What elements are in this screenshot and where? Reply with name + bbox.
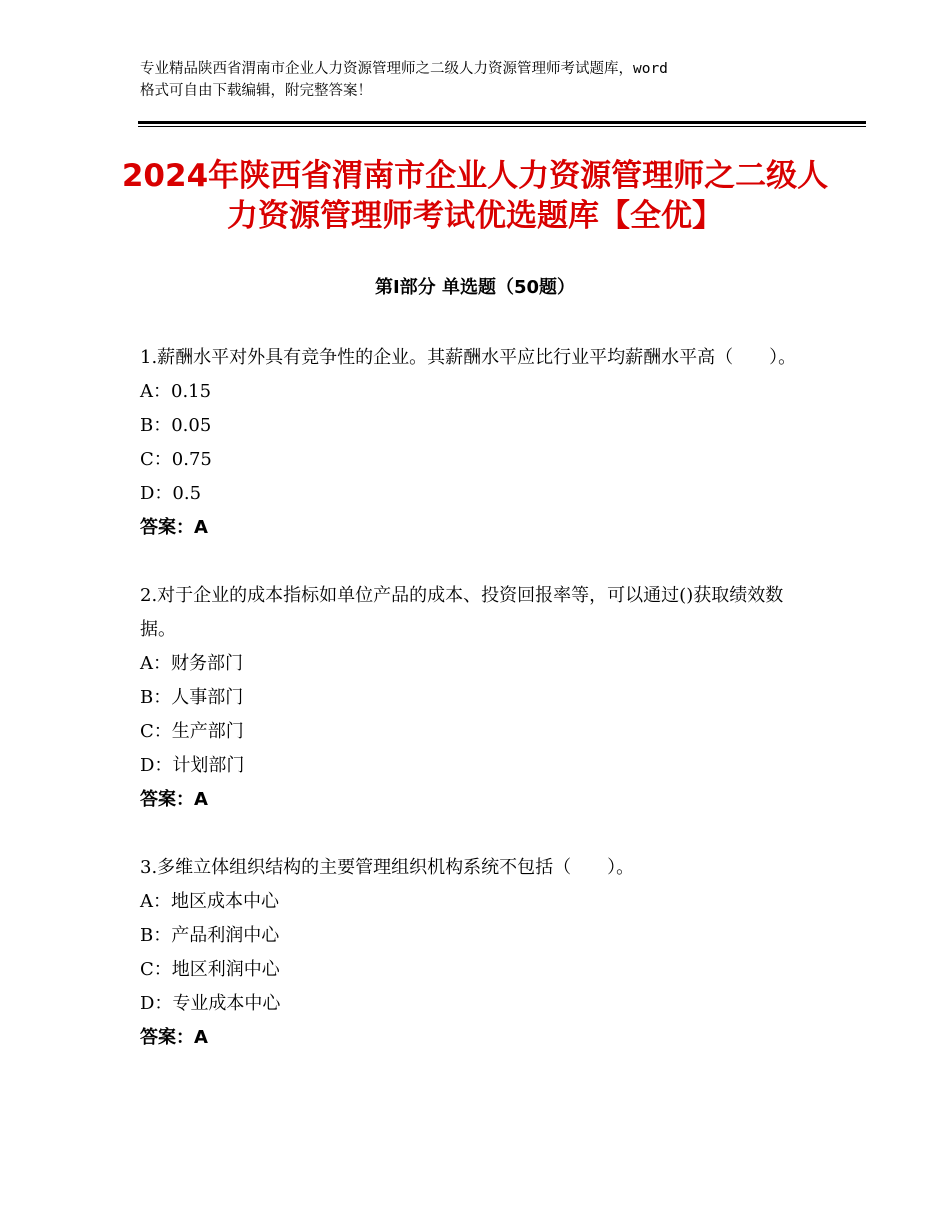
option-d: D：专业成本中心 [140, 993, 281, 1014]
section-title: 第Ⅰ部分 单选题（50题） [374, 277, 575, 298]
option-a: A：财务部门 [140, 653, 243, 674]
option-d: D：计划部门 [140, 755, 245, 776]
header-note: 专业精品陕西省渭南市企业人力资源管理师之二级人力资源管理师考试题库，word 格式可自由下载编辑，附完整答案！ [140, 61, 668, 99]
option-a: A：地区成本中心 [140, 891, 279, 912]
option-b: B：人事部门 [140, 687, 244, 708]
option-d: D：0.5 [140, 483, 202, 504]
question-text: 1.薪酬水平对外具有竞争性的企业。其薪酬水平应比行业平均薪酬水平高（ ）。 [140, 347, 797, 368]
header-rule-thin [138, 126, 866, 127]
question-text: 2.对于企业的成本指标如单位产品的成本、投资回报率等，可以通过()获取绩效数据。 [140, 585, 784, 640]
option-b: B：0.05 [140, 415, 212, 436]
answer-line: 答案：A [140, 1027, 208, 1048]
question-list [140, 341, 810, 1089]
option-c: C：生产部门 [140, 721, 244, 742]
document-title: 2024年陕西省渭南市企业人力资源管理师之二级人力资源管理师考试优选题库【全优】 [121, 158, 829, 234]
option-c: C：地区利润中心 [140, 959, 280, 980]
option-c: C：0.75 [140, 449, 212, 470]
question-item [140, 341, 810, 545]
header-rule-thick [138, 121, 866, 124]
question-item [140, 579, 810, 817]
option-a: A：0.15 [140, 381, 212, 402]
question-text: 3.多维立体组织结构的主要管理组织机构系统不包括（ ）。 [140, 857, 635, 878]
option-b: B：产品利润中心 [140, 925, 280, 946]
answer-line: 答案：A [140, 789, 208, 810]
question-item [140, 851, 810, 1055]
answer-line: 答案：A [140, 517, 208, 538]
